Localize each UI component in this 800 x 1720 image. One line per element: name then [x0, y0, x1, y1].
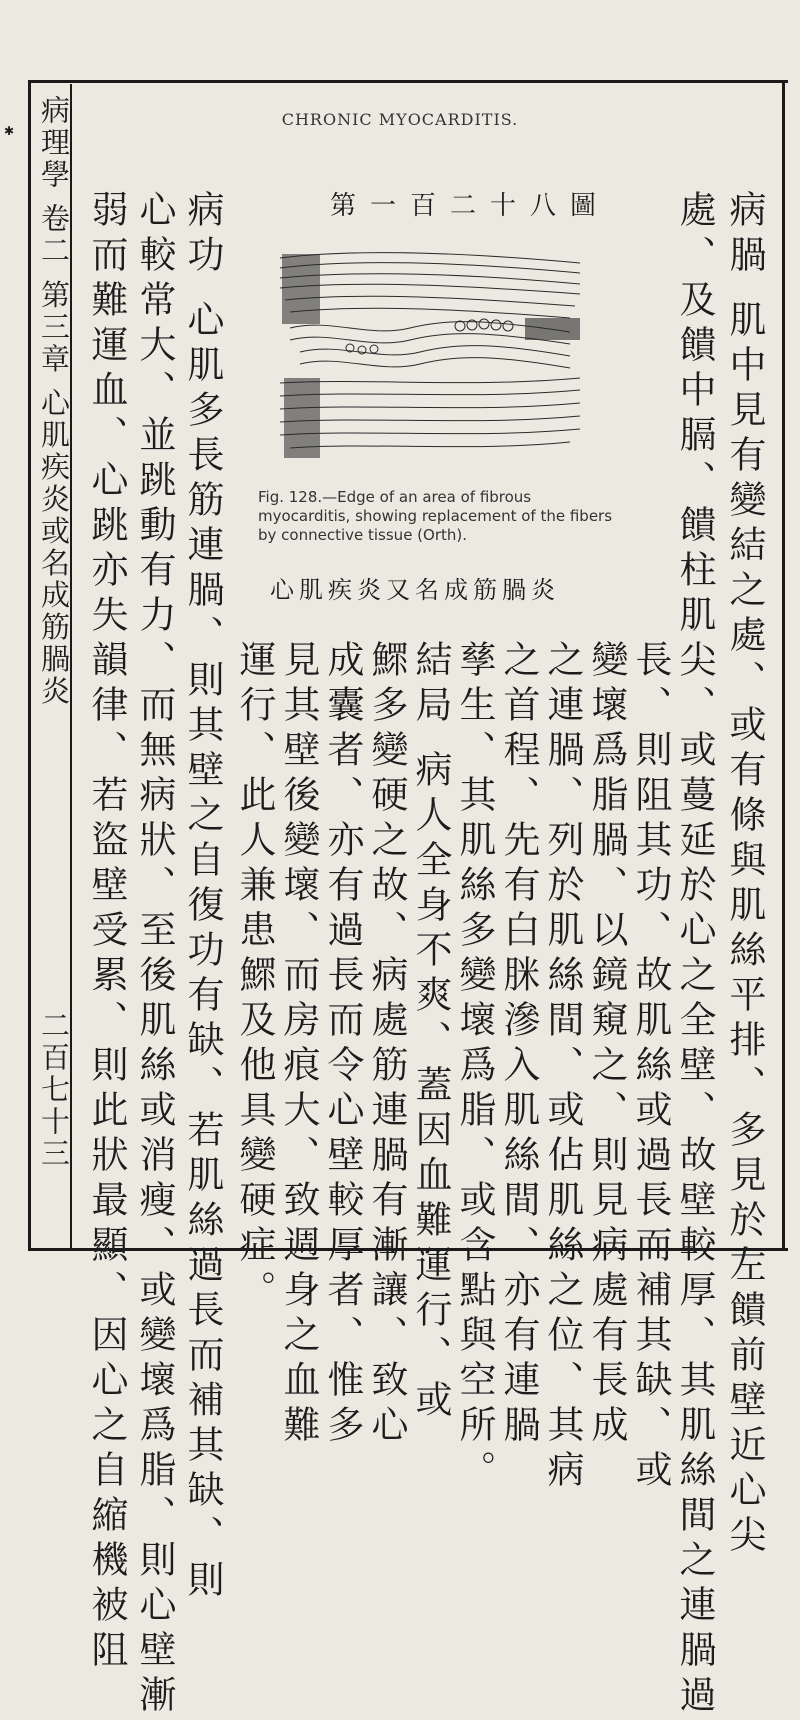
text-column-6: 之首程、先有白脒滲入肌絲間、亦有連腡	[497, 640, 540, 1450]
text-column-8: 結局 病人全身不爽、蓋因血難運行、或	[409, 640, 452, 1425]
text-column-12: 運行、此人兼患鰥及他具變硬症。	[233, 640, 276, 1315]
text-column-3: 長、則阻其功、故肌絲或過長而補其缺、或	[629, 640, 672, 1495]
figure-title: 第一百二十八圖	[330, 191, 611, 221]
text-column-15: 弱而難運血、心跳亦失韻律、若盜壁受累、則此狀最顯、因心之自縮機被阻	[85, 190, 128, 1675]
text-column-13: 病功 心肌多長筋連腡、則其壁之自復功有缺、若肌絲過長而補其缺、則	[181, 190, 224, 1605]
running-title: CHRONIC MYOCARDITIS.	[281, 110, 519, 129]
figure-illustration	[270, 228, 590, 478]
left-border-rule	[28, 80, 31, 1251]
text-column-11: 見其壁後變壞、而房痕大、致週身之血難	[277, 640, 320, 1450]
margin-book-title: 病理學 卷二 第三章 心肌疾炎或名成筋腡炎	[37, 95, 71, 708]
text-column-1: 病腡 肌中見有變結之處、或有條與肌絲平排、多見於左饋前壁近心尖	[723, 190, 766, 1560]
text-column-10: 成囊者、亦有過長而令心壁較厚者、惟多	[321, 640, 364, 1450]
text-column-5: 之連腡、列於肌絲間、或佔肌絲之位、其病	[541, 640, 584, 1495]
text-column-9: 鰥多變硬之故、病處筋連腡有漸讓、致心	[365, 640, 408, 1450]
text-column-4: 變壞爲脂腡、以鏡窺之、則見病處有長成	[585, 640, 628, 1450]
page-number: 二百七十三	[37, 1010, 71, 1170]
right-border-rule	[782, 80, 785, 1251]
text-column-14: 心較常大、並跳動有力、而無病狀、至後肌絲或消瘦、或變壞爲脂、則心壁漸	[133, 190, 176, 1720]
figure-subtitle: 心肌疾炎又名成筋腡炎	[270, 576, 560, 604]
text-column-2: 處、及饋中膈、饋柱肌尖、或蔓延於心之全壁、故壁較厚、其肌絲間之連腡過	[673, 190, 716, 1720]
top-border-rule	[28, 80, 788, 83]
figure-caption: Fig. 128.—Edge of an area of fibrous myocarditis, showing replacement of the fibers by connective tissue (Orth).	[258, 488, 613, 544]
margin-star-mark: ✱	[4, 124, 15, 138]
text-column-7: 孳生、其肌絲多變壞爲脂、或含點與空所。	[453, 640, 496, 1495]
